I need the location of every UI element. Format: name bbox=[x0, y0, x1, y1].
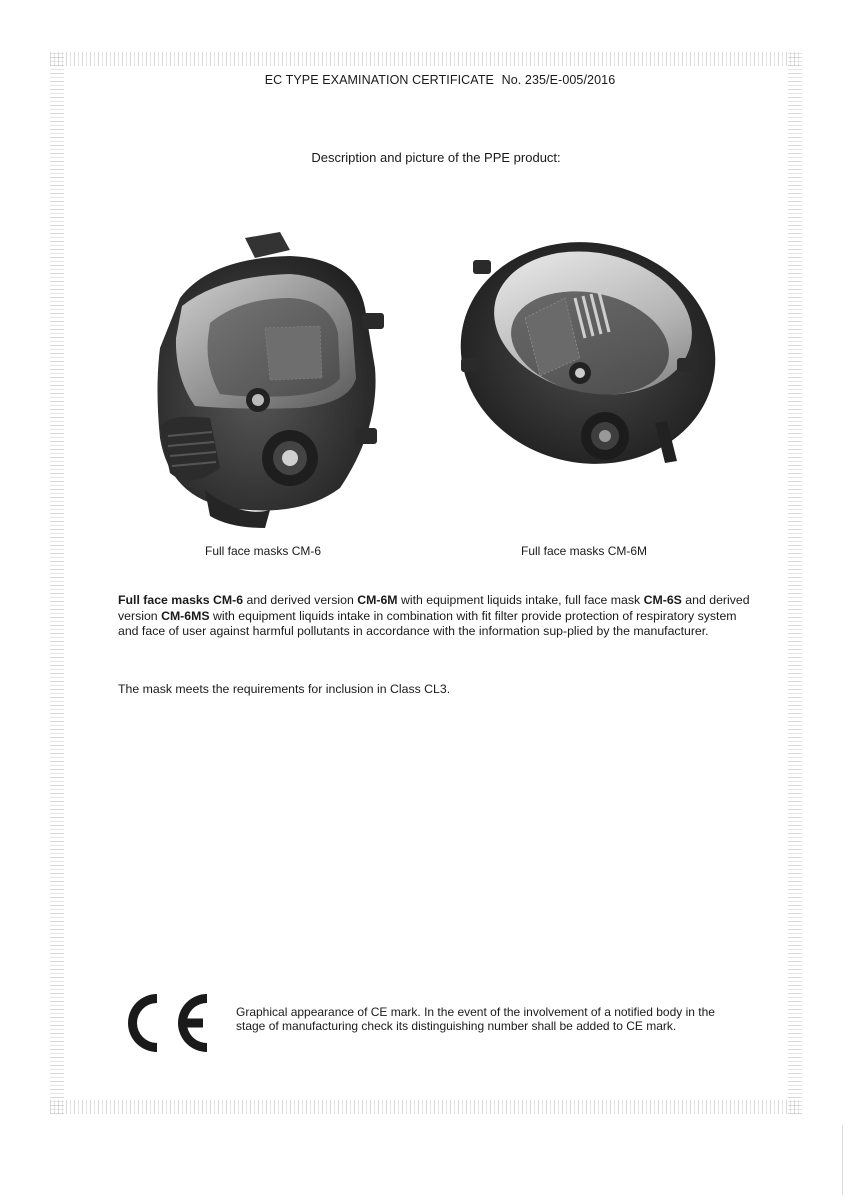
product-name: CM-6M bbox=[357, 593, 398, 607]
class-statement: The mask meets the requirements for inclusion in Class CL3. bbox=[118, 682, 451, 696]
product-description bbox=[118, 593, 754, 640]
border-left-pattern bbox=[50, 52, 64, 1114]
mask-cm6m-photo bbox=[455, 228, 720, 478]
description-text: with equipment liquids intake in combination with fit filter provide protection of respiratory system and face of user against harmful pollutants in accordance with the information sup-plied by the manufacturer. bbox=[118, 608, 737, 638]
product-name: CM-6S bbox=[643, 593, 682, 607]
certificate-title: EC TYPE EXAMINATION CERTIFICATE bbox=[264, 73, 494, 87]
certificate-number: No. 235/E-005/2016 bbox=[501, 73, 616, 87]
border-bottom-pattern bbox=[50, 1100, 802, 1114]
image-caption: Full face masks CM-6 bbox=[205, 544, 322, 558]
border-top-pattern bbox=[50, 52, 802, 66]
ce-mark-note: Graphical appearance of CE mark. In the event of the involvement of a notified body in the stage of manufacturing check its distinguishing number shall be added to CE mark. bbox=[236, 1005, 715, 1034]
scan-edge-line bbox=[842, 1125, 843, 1195]
description-text: with equipment liquids intake, full face mask bbox=[397, 593, 644, 607]
description-text: and derived version bbox=[118, 593, 750, 623]
certificate-header bbox=[0, 73, 849, 87]
mask-cm6-photo bbox=[150, 228, 390, 528]
description-text: and derived version bbox=[243, 593, 358, 607]
product-name: CM-6MS bbox=[161, 608, 210, 623]
decorative-border bbox=[50, 52, 802, 1114]
product-name: Full face masks CM-6 bbox=[118, 593, 244, 607]
image-caption: Full face masks CM-6M bbox=[521, 544, 648, 558]
border-right-pattern bbox=[788, 52, 802, 1114]
section-title: Description and picture of the PPE product: bbox=[311, 150, 561, 165]
ce-mark-logo bbox=[115, 990, 215, 1056]
